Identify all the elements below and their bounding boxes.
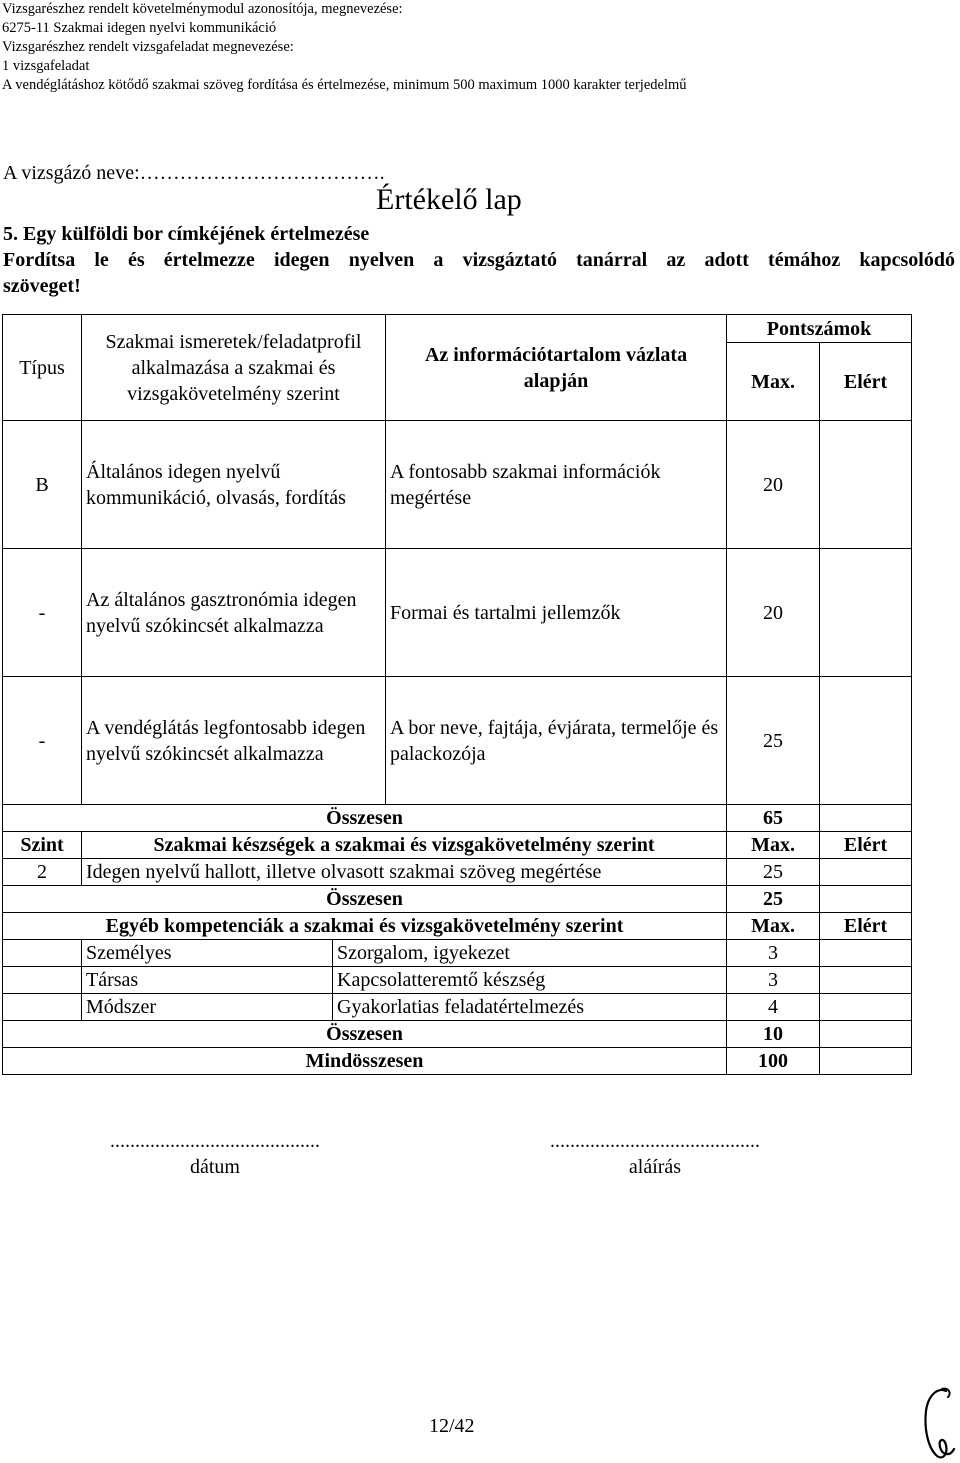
skills-level: 2 [3, 859, 82, 886]
comp-achieved [820, 994, 912, 1021]
row-spacer [3, 940, 82, 967]
page-title: Értékelő lap [376, 183, 522, 216]
total-achieved [820, 886, 912, 913]
comp-max: 3 [727, 967, 820, 994]
grand-total-value: 100 [727, 1048, 820, 1075]
signature-line: .......................................... [550, 1130, 760, 1152]
total-label: Összesen [3, 805, 727, 832]
handwritten-mark-icon [918, 1385, 958, 1463]
document-header [2, 0, 687, 95]
row-profile: Az általános gasztronómia idegen nyelvű szókincsét alkalmazza [82, 549, 386, 677]
task-description [3, 221, 955, 299]
row-spacer [3, 994, 82, 1021]
page-number: 12/42 [429, 1415, 475, 1437]
table-row [3, 967, 912, 994]
evaluation-table [2, 314, 912, 1075]
task-instruction-line: Fordítsa le és értelmezze idegen nyelven a vizsgáztató tanárral az adott témához kapcsolódó [3, 249, 955, 271]
header-line: A vendéglátáshoz kötődő szakmai szöveg fordítása és értelmezése, minimum 500 maximum 1000 karakter terjedelmű [2, 77, 687, 93]
row-type: - [3, 677, 82, 805]
skills-max-header: Max. [727, 832, 820, 859]
skills-text: Idegen nyelvű hallott, illetve olvasott szakmai szöveg megértése [82, 859, 727, 886]
type-header: Típus [3, 315, 82, 421]
signature-label: aláírás [628, 1156, 682, 1178]
table-row [3, 940, 912, 967]
row-profile: A vendéglátás legfontosabb idegen nyelvű szókincsét alkalmazza [82, 677, 386, 805]
profile-header: Szakmai ismeretek/feladatprofil alkalmazása a szakmai és vizsgakövetelmény szerint [82, 315, 386, 421]
table-row [3, 859, 912, 886]
row-content: A fontosabb szakmai információk megértése [386, 421, 727, 549]
comp-name: Kapcsolatteremtő készség [333, 967, 727, 994]
candidate-name-field: A vizsgázó neve:………………………………. [3, 162, 385, 184]
row-max: 20 [727, 421, 820, 549]
table-row [3, 549, 912, 677]
comp-achieved-header: Elért [820, 913, 912, 940]
level-header: Szint [3, 832, 82, 859]
points-header: Pontszámok [727, 315, 912, 343]
total-value: 25 [727, 886, 820, 913]
comp-achieved [820, 967, 912, 994]
comp-kind: Módszer [82, 994, 333, 1021]
header-line: Vizsgarészhez rendelt követelménymodul azonosítója, megnevezése: [2, 1, 403, 17]
max-header: Max. [727, 343, 820, 421]
table-row [3, 421, 912, 549]
grand-total-achieved [820, 1048, 912, 1075]
task-title: 5. Egy külföldi bor címkéjének értelmezése [3, 223, 370, 245]
task-instruction-line: szöveget! [3, 275, 81, 297]
row-spacer [3, 967, 82, 994]
total-achieved [820, 805, 912, 832]
total-value: 10 [727, 1021, 820, 1048]
content-header: Az információtartalom vázlata alapján [386, 315, 727, 421]
row-profile: Általános idegen nyelvű kommunikáció, olvasás, fordítás [82, 421, 386, 549]
comp-max: 3 [727, 940, 820, 967]
total-label: Összesen [3, 1021, 727, 1048]
row-content: Formai és tartalmi jellemzők [386, 549, 727, 677]
row-max: 20 [727, 549, 820, 677]
header-line: Vizsgarészhez rendelt vizsgafeladat megnevezése: [2, 39, 294, 55]
skills-achieved-header: Elért [820, 832, 912, 859]
skills-max: 25 [727, 859, 820, 886]
row-achieved [820, 549, 912, 677]
date-label: dátum [190, 1156, 240, 1178]
comp-max: 4 [727, 994, 820, 1021]
row-type: - [3, 549, 82, 677]
achieved-header: Elért [820, 343, 912, 421]
comp-name: Gyakorlatias feladatértelmezés [333, 994, 727, 1021]
row-achieved [820, 421, 912, 549]
comp-kind: Társas [82, 967, 333, 994]
competencies-header: Egyéb kompetenciák a szakmai és vizsgakövetelmény szerint [3, 913, 727, 940]
skills-header: Szakmai készségek a szakmai és vizsgakövetelmény szerint [82, 832, 727, 859]
grand-total-label: Mindösszesen [3, 1048, 727, 1075]
row-type: B [3, 421, 82, 549]
total-achieved [820, 1021, 912, 1048]
row-content: A bor neve, fajtája, évjárata, termelője és palackozója [386, 677, 727, 805]
date-line: .......................................... [110, 1130, 320, 1152]
row-achieved [820, 677, 912, 805]
skills-achieved [820, 859, 912, 886]
table-row [3, 677, 912, 805]
header-line: 1 vizsgafeladat [2, 58, 90, 74]
total-value: 65 [727, 805, 820, 832]
comp-name: Szorgalom, igyekezet [333, 940, 727, 967]
total-label: Összesen [3, 886, 727, 913]
date-signature-block [80, 1128, 350, 1180]
comp-max-header: Max. [727, 913, 820, 940]
comp-kind: Személyes [82, 940, 333, 967]
comp-achieved [820, 940, 912, 967]
row-max: 25 [727, 677, 820, 805]
table-row [3, 994, 912, 1021]
header-line: 6275-11 Szakmai idegen nyelvi kommunikáció [2, 20, 277, 36]
signature-block [520, 1128, 790, 1180]
